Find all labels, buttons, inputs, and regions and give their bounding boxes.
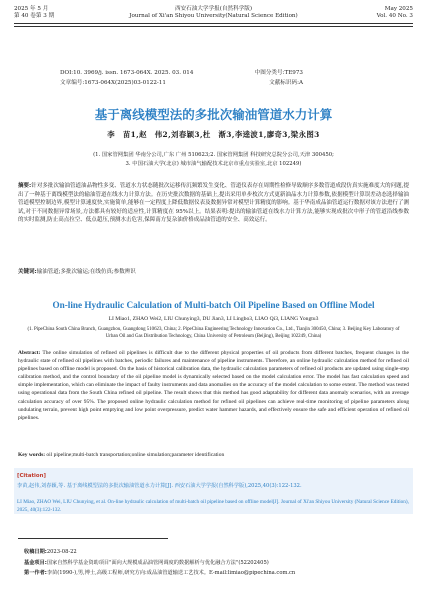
affiliations-en: (1. PipeChina South China Branch, Guangzhou, Guangdong 510623, China; 2. PipeChina Engineering Technology Innovation Co., Ltd., Tianjin 300450, China; 3. Beijing Key Laboratory of Urban Oil and Gas Distribution Technology, China University of Petroleum (Beijing), Beijing 102249, China): [27, 327, 400, 339]
received-value: 2023-08-22: [46, 549, 77, 555]
journal-name-en: Journal of Xi'an Shiyou University(Natural Science Edition): [129, 13, 298, 19]
received-label: 收稿日期:: [24, 549, 47, 555]
author-value: 李苗(1990-),男,博士,高级工程师,研究方向:成品油管道输送工艺技术。E-mail:limiao@pipechina.com.cn: [46, 570, 296, 576]
header-volume-cn: 第 40 卷第 3 期: [14, 13, 55, 19]
header-volume-en: Vol. 40 No. 3: [376, 13, 413, 19]
header-center: [14, 6, 413, 20]
affiliation-line: (1. 国家管网集团 华南分公司,广东 广州 510623;2. 国家管网集团 科技研究总院分公司,天津 300450;: [93, 152, 334, 158]
first-author: [24, 568, 409, 579]
abstract-text-cn: 针对多批次输油管道油品物性多变、管道水力状态随批次运移传沉频繁发生变化、管道仪表存在周期性检修导致顺序多数管道成段仿真实施难度大的问题,提出了一种基于离线模型法的输油管道在线水力计算方法。在历史批次数据的基础上,提出采用单步枚次方式更新油品水力计算参数,依据模型计算误差动态选择输油管道模型控制边界,模型计算速度快,实施简单,能够在一定程度上降低数据仪表及数据异常对模型计算精度的影响。基于华南成品油管道运行数据对该方法进行了测试,对于不同数据异常场景,方法都具有较好的适应性,计算精度在 95%以上。结果表明:提出的输油管道在线水力计算方法,能够实现成批次中形子的管道沿线参数的实时监测,防止高点拉空、低点超压,预测水击危害,保障南方复杂油价格成品油管道的安全、高效运行。: [18, 183, 409, 224]
article-title-cn: 基于离线模型法的多批次输油管道水力计算: [94, 107, 333, 122]
authors-en: LI Miao1, ZHAO Wei2, LIU Chunying3, DU Jian3, LI Lingbo3, LIAO Qi3, LIANG Yongtu3: [108, 316, 319, 322]
keywords-text-en: oil pipeline;multi-batch transportation;online simulation;parameter identification: [46, 452, 225, 458]
abstract-cn: [18, 182, 409, 225]
affiliation-line: 3. 中国石油大学(北京) 城市油气输配技术北京市重点实验室,北京 102249): [125, 161, 302, 167]
authors-cn: 李 苗1,赵 伟2,刘春颖3,杜 渐3,李逵波1,廖奇3,梁永图3: [107, 130, 320, 139]
footnote-rule: [18, 538, 168, 539]
keywords-label-en: Key words:: [18, 452, 46, 458]
citation-en[interactable]: LI Miao, ZHAO Wei, LIU Chunying, et al. On-line hydraulic calculation of multi-batch oil pipeline based on offline model[J]. Journal of Xi'an Shiyou University (Natural Science Edition), 2025, 40(3):122-132.: [17, 499, 409, 513]
article-id: 文章编号:1673-064X(2025)03-0122-11: [60, 80, 166, 86]
header-date-en: May 2025: [384, 6, 413, 12]
header-rule-thin: [14, 26, 413, 27]
keywords-text-cn: 输油管道;多批次输运;在线仿真;参数辨识: [36, 269, 136, 275]
author-label: 第一作者:: [24, 570, 47, 576]
header-date-cn: 2025 年 5 月: [14, 6, 49, 12]
keywords-en: [18, 452, 409, 458]
abstract-text-en: The online simulation of refined oil pipelines is difficult due to the different physical properties of oil products from different batches, frequent changes in the hydraulic state of refined oil pipelines with batches, periodic failures and maintenance of pipeline instruments. Therefore, an online hydraulic calculation method for refined oil pipelines based on offline model is proposed. On the basis of historical calibration data, the hydraulic calculation parameters of refined oil products are updated using single-step calibration method, and the control boundary of the oil pipeline model is dynamically selected based on the model calculation error. The model has fast calculation speed and simple implementation, which can eliminate the impact of faulty instruments and data anomalies on the accuracy of the model calculation to some extent. The method was tested using operational data from the South China refined oil pipeline. The result shows that this method has good adaptability for different data anomaly scenarios, with an average calculation accuracy of over 95%. The proposed online hydraulic calculation method for refined oil pipelines can achieve real-time monitoring of pipeline parameters along undulating terrain, prevent high point emptying and low point overpressure, predict water hammer hazards, and effectively ensure the safe and efficient operation of refined oil pipelines.: [18, 350, 409, 421]
received-date: [24, 547, 409, 558]
affiliations-cn: [0, 151, 427, 169]
article-title-en: On-line Hydraulic Calculation of Multi-batch Oil Pipeline Based on Offline Model: [52, 300, 375, 310]
keywords-label-cn: 关键词:: [18, 269, 37, 275]
clc-number: 中图分类号:TE973: [254, 70, 303, 76]
fund-label: 基金项目:: [24, 559, 47, 566]
citation-label: [Citation]: [17, 473, 46, 479]
doi[interactable]: DOI:10. 3969/j. issn. 1673-064X. 2025. 03. 014: [60, 70, 194, 76]
header-rule: [14, 23, 413, 24]
fund-info: [24, 558, 409, 569]
keywords-cn: [18, 267, 409, 275]
article-meta: [60, 68, 367, 88]
running-header: [14, 5, 413, 31]
doc-code: 文献标识码:A: [269, 80, 303, 86]
citation-cn[interactable]: 李苗,赵伟,刘春颖,等. 基于离线模型法的多批次输油管道水力计算[J]. 西安石油大学学报(自然科学版),2025,40(3):122-132.: [17, 483, 302, 489]
abstract-label-en: Abstract:: [18, 350, 41, 356]
abstract-en: [18, 349, 409, 422]
abstract-label-cn: 摘要:: [18, 183, 32, 189]
fund-value: 国家自然科学基金资助项目"面向大规模成品油管网调度的数据解析与优化融合方法"(52202405): [46, 559, 269, 566]
journal-name-cn: 西安石油大学学报(自然科学版): [174, 6, 253, 12]
footnotes: [24, 547, 409, 579]
header-right: [377, 6, 413, 20]
